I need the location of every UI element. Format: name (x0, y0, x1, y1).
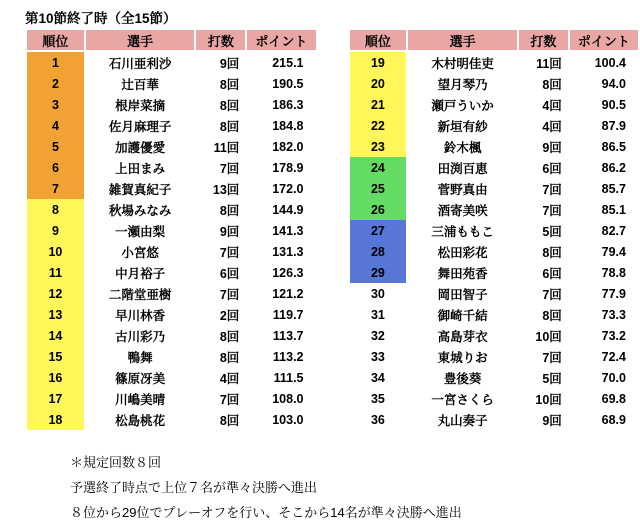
player-cell: 川嶋美晴 (115, 392, 166, 407)
hits-cell: 9回 (542, 413, 562, 428)
points-cell: 113.2 (272, 349, 304, 364)
rank-cell: 29 (350, 262, 407, 283)
rank-cell: 10 (27, 241, 84, 262)
player-cell: 一宮さくら (431, 392, 494, 407)
player-cell: 松田彩花 (437, 245, 488, 260)
footnote-line: 予選終了時点で上位７名が準々決勝へ進出 (70, 480, 318, 495)
player-cell: 二階堂亜樹 (108, 287, 172, 302)
player-cell: 辻百華 (121, 77, 159, 92)
player-cell: 佐月麻理子 (108, 119, 172, 134)
rank-cell: 23 (350, 136, 407, 157)
table-row (27, 115, 316, 136)
points-cell: 119.7 (272, 307, 304, 322)
points-cell: 215.1 (272, 55, 304, 70)
rank-cell: 24 (350, 157, 407, 178)
table-body (350, 52, 639, 430)
points-cell: 86.5 (601, 139, 626, 154)
rank-cell: 13 (27, 304, 84, 325)
table-row (350, 325, 639, 346)
hits-cell: 7回 (542, 350, 562, 365)
tables-container (25, 30, 640, 430)
rank-cell: 3 (27, 94, 84, 115)
points-cell: 69.8 (601, 391, 626, 406)
rank-cell: 20 (350, 73, 407, 94)
table-row (27, 178, 316, 199)
hits-cell: 9回 (219, 224, 240, 239)
points-cell: 131.3 (272, 244, 304, 259)
player-cell: 高島芽衣 (437, 329, 488, 344)
header-row (350, 30, 639, 52)
points-cell: 103.0 (272, 412, 304, 427)
rank-cell: 21 (350, 94, 407, 115)
rank-cell: 14 (27, 325, 84, 346)
table-row (27, 325, 316, 346)
hits-cell: 4回 (542, 98, 562, 113)
table-row (350, 178, 639, 199)
table-row (350, 262, 639, 283)
hits-cell: 8回 (219, 77, 240, 92)
rank-cell: 12 (27, 283, 84, 304)
rank-cell: 17 (27, 388, 84, 409)
hits-cell: 5回 (542, 371, 562, 386)
table-row (27, 220, 316, 241)
table-row (350, 409, 639, 430)
rank-cell: 34 (350, 367, 407, 388)
rank-cell: 36 (350, 409, 407, 430)
player-cell: 石川亜利沙 (108, 56, 172, 71)
player-cell: 篠原冴美 (115, 371, 166, 386)
points-cell: 94.0 (601, 76, 626, 91)
col-header-points: ポイント (247, 30, 315, 52)
points-cell: 121.2 (272, 286, 304, 301)
rank-cell: 31 (350, 304, 407, 325)
rank-cell: 11 (27, 262, 84, 283)
player-cell: 岡田智子 (437, 287, 488, 302)
hits-cell: 2回 (219, 308, 240, 323)
table-row (350, 220, 639, 241)
rank-cell: 26 (350, 199, 407, 220)
hits-cell: 13回 (212, 182, 240, 197)
points-cell: 90.5 (601, 97, 626, 112)
hits-cell: 8回 (542, 308, 562, 323)
col-header-player: 選手 (86, 30, 195, 52)
footnote-line: ＊規定回数８回 (70, 455, 162, 470)
table-row (350, 136, 639, 157)
table-row (27, 409, 316, 430)
hits-cell: 8回 (219, 98, 240, 113)
hits-cell: 11回 (536, 56, 562, 71)
player-cell: 東城りお (437, 350, 488, 365)
hits-cell: 7回 (542, 182, 562, 197)
table-row (350, 346, 639, 367)
points-cell: 79.4 (601, 244, 626, 259)
table-row (350, 199, 639, 220)
player-cell: 瀬戸ういか (431, 98, 494, 113)
points-cell: 178.9 (272, 160, 304, 175)
player-cell: 中月裕子 (115, 266, 166, 281)
hits-cell: 8回 (542, 245, 562, 260)
player-cell: 舞田苑香 (437, 266, 488, 281)
player-cell: 鴨舞 (127, 350, 153, 365)
points-cell: 87.9 (601, 118, 626, 133)
points-cell: 186.3 (272, 97, 304, 112)
hits-cell: 5回 (542, 224, 562, 239)
player-cell: 菅野真由 (437, 182, 488, 197)
rank-cell: 16 (27, 367, 84, 388)
hits-cell: 11回 (213, 140, 240, 155)
hits-cell: 7回 (219, 161, 240, 176)
table-row (27, 262, 316, 283)
rank-cell: 18 (27, 409, 84, 430)
player-cell: 豊後葵 (443, 371, 482, 386)
hits-cell: 8回 (219, 350, 240, 365)
points-cell: 82.7 (601, 223, 626, 238)
points-cell: 100.4 (594, 55, 626, 70)
table-row (27, 346, 316, 367)
footnote-line: ８位から29位でプレーオフを行い、そこから14名が準々決勝へ進出 (70, 505, 462, 520)
points-cell: 77.9 (601, 286, 626, 301)
points-cell: 113.7 (272, 328, 304, 343)
player-cell: 御崎千結 (437, 308, 488, 323)
table-row (27, 52, 316, 73)
player-cell: 田渕百恵 (437, 161, 488, 176)
table-row (27, 304, 316, 325)
points-cell: 73.3 (601, 307, 626, 322)
table-row (27, 241, 316, 262)
table-row (27, 199, 316, 220)
player-cell: 丸山奏子 (437, 413, 488, 428)
header-row (27, 30, 316, 52)
rank-cell: 5 (27, 136, 84, 157)
hits-cell: 7回 (219, 245, 240, 260)
points-cell: 78.8 (601, 265, 626, 280)
col-header-hits: 打数 (196, 30, 245, 52)
ranking-table (348, 30, 640, 430)
rank-cell: 32 (350, 325, 407, 346)
hits-cell: 8回 (219, 119, 240, 134)
hits-cell: 6回 (542, 266, 562, 281)
hits-cell: 8回 (219, 329, 240, 344)
table-row (350, 73, 639, 94)
rank-cell: 9 (27, 220, 84, 241)
player-cell: 木村明佳吏 (431, 56, 494, 71)
points-cell: 85.1 (601, 202, 626, 217)
rank-cell: 33 (350, 346, 407, 367)
rank-cell: 7 (27, 178, 84, 199)
points-cell: 182.0 (272, 139, 304, 154)
rank-cell: 30 (350, 283, 407, 304)
player-cell: 秋場みなみ (108, 203, 172, 218)
points-cell: 68.9 (601, 412, 626, 427)
hits-cell: 7回 (219, 392, 240, 407)
table-row (350, 304, 639, 325)
player-cell: 雑賀真紀子 (108, 182, 172, 197)
col-header-points: ポイント (570, 30, 638, 52)
points-cell: 126.3 (272, 265, 304, 280)
player-cell: 望月琴乃 (437, 77, 488, 92)
table-row (350, 283, 639, 304)
player-cell: 古川彩乃 (115, 329, 166, 344)
player-cell: 加護優愛 (115, 140, 166, 155)
rank-cell: 15 (27, 346, 84, 367)
hits-cell: 7回 (542, 203, 562, 218)
hits-cell: 10回 (535, 392, 562, 407)
table-row (350, 94, 639, 115)
rank-cell: 1 (27, 52, 84, 73)
points-cell: 73.2 (601, 328, 626, 343)
hits-cell: 8回 (219, 203, 240, 218)
hits-cell: 6回 (542, 161, 562, 176)
player-cell: 新垣有紗 (437, 119, 488, 134)
hits-cell: 7回 (219, 287, 240, 302)
hits-cell: 6回 (219, 266, 240, 281)
footnotes (70, 452, 462, 527)
player-cell: 酒寄美咲 (437, 203, 488, 218)
col-header-rank: 順位 (350, 30, 407, 52)
col-header-rank: 順位 (27, 30, 84, 52)
hits-cell: 7回 (542, 287, 562, 302)
points-cell: 108.0 (272, 391, 304, 406)
points-cell: 85.7 (601, 181, 626, 196)
points-cell: 86.2 (601, 160, 626, 175)
table-row (350, 52, 639, 73)
table-row (27, 283, 316, 304)
rank-cell: 2 (27, 73, 84, 94)
hits-cell: 9回 (219, 56, 240, 71)
table-row (27, 367, 316, 388)
table-row (350, 157, 639, 178)
points-cell: 111.5 (273, 370, 304, 385)
rank-cell: 25 (350, 178, 407, 199)
table-row (27, 136, 316, 157)
ranking-table (25, 30, 318, 430)
points-cell: 184.8 (272, 118, 304, 133)
col-header-hits: 打数 (519, 30, 568, 52)
table-row (350, 115, 639, 136)
hits-cell: 8回 (219, 413, 240, 428)
points-cell: 72.4 (601, 349, 626, 364)
hits-cell: 4回 (219, 371, 240, 386)
rank-cell: 8 (27, 199, 84, 220)
table-row (27, 388, 316, 409)
table-row (350, 241, 639, 262)
player-cell: 三浦ももこ (431, 224, 494, 239)
hits-cell: 8回 (542, 77, 562, 92)
player-cell: 鈴木楓 (443, 140, 482, 155)
rank-cell: 28 (350, 241, 407, 262)
player-cell: 早川林香 (115, 308, 166, 323)
player-cell: 小宮悠 (121, 245, 159, 260)
col-header-player: 選手 (408, 30, 517, 52)
table-row (27, 157, 316, 178)
rank-cell: 4 (27, 115, 84, 136)
player-cell: 上田まみ (115, 161, 166, 176)
rank-cell: 19 (350, 52, 407, 73)
hits-cell: 9回 (542, 140, 562, 155)
rank-cell: 6 (27, 157, 84, 178)
points-cell: 172.0 (272, 181, 304, 196)
player-cell: 一瀬由梨 (115, 224, 166, 239)
points-cell: 70.0 (601, 370, 626, 385)
player-cell: 松島桃花 (115, 413, 166, 428)
hits-cell: 10回 (535, 329, 562, 344)
table-row (350, 388, 639, 409)
points-cell: 141.3 (272, 223, 304, 238)
table-row (27, 94, 316, 115)
table-row (350, 367, 639, 388)
table-body (27, 52, 316, 430)
player-cell: 根岸菜摘 (115, 98, 166, 113)
points-cell: 144.9 (272, 202, 304, 217)
hits-cell: 4回 (542, 119, 562, 134)
rank-cell: 27 (350, 220, 407, 241)
rank-cell: 35 (350, 388, 407, 409)
rank-cell: 22 (350, 115, 407, 136)
points-cell: 190.5 (272, 76, 304, 91)
table-row (27, 73, 316, 94)
page-title: 第10節終了時（全15節） (25, 11, 177, 26)
